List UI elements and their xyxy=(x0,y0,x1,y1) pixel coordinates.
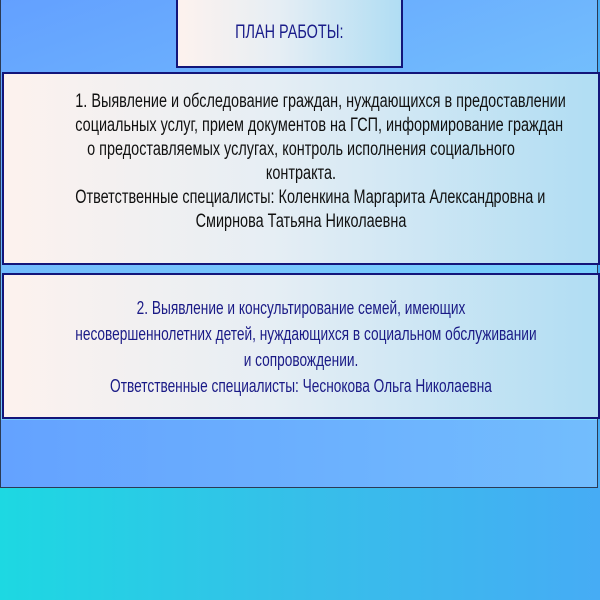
item-1-responsible: Смирнова Татьяна Николаевна xyxy=(195,211,407,232)
item-2-line: 2. Выявление и консультирование семей, имеющих xyxy=(136,298,466,318)
item-1-line: социальных услуг, прием документов на ГСП, информирование граждан xyxy=(75,115,564,136)
item-1-responsible: Ответственные специалисты: Коленкина Маргарита Александровна и xyxy=(75,187,546,208)
plan-item-2 xyxy=(2,273,600,419)
item-1-line: 1. Выявление и обследование граждан, нуждающихся в предоставлении xyxy=(75,91,566,112)
page-title: ПЛАН РАБОТЫ: xyxy=(235,22,344,43)
item-1-line: о предоставляемых услугах, контроль исполнения социального xyxy=(87,139,515,160)
plan-item-1 xyxy=(2,72,600,265)
item-2-line: несовершеннолетних детей, нуждающихся в социальном обслуживании xyxy=(75,324,537,344)
title-box xyxy=(176,0,403,68)
item-1-line: контракта. xyxy=(265,163,337,184)
panel-bottom-area xyxy=(0,420,598,488)
item-2-responsible: Ответственные специалисты: Чеснокова Ольга Николаевна xyxy=(110,376,492,396)
item-2-line: и сопровождении. xyxy=(243,350,359,370)
